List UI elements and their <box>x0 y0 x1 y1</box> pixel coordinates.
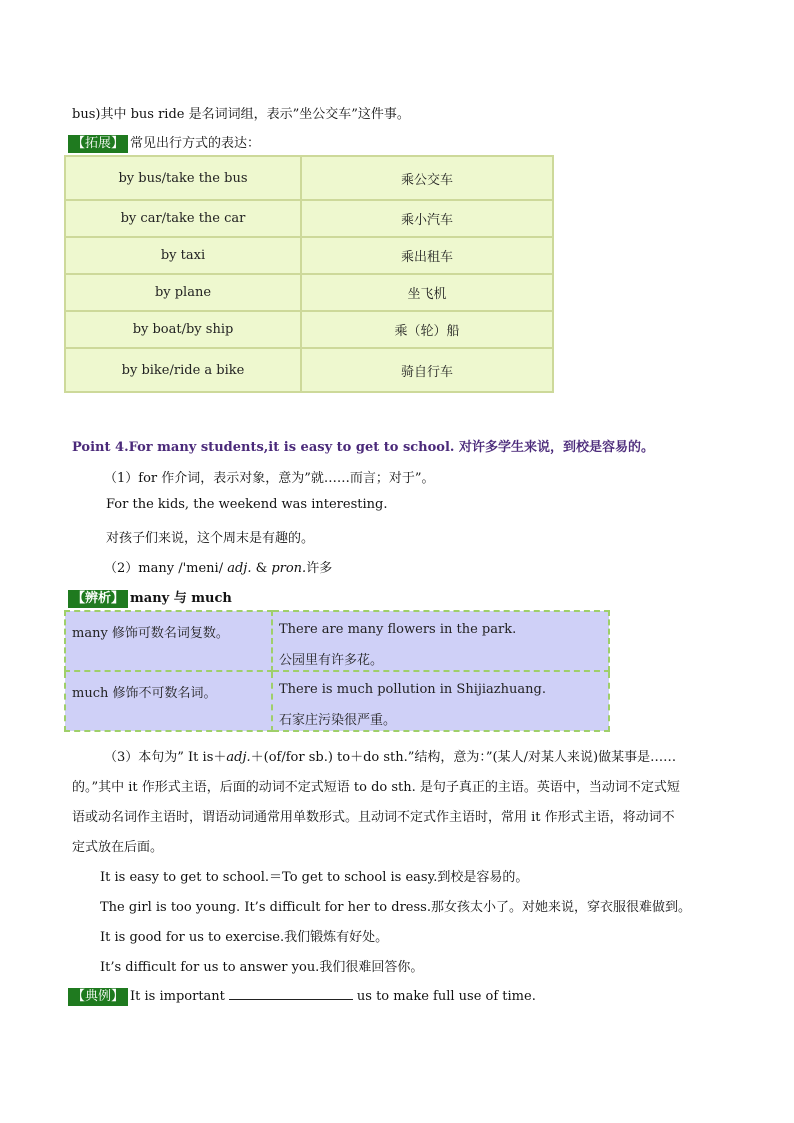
table-row <box>65 611 609 671</box>
compare-example-zh: 石家庄污染很严重。 <box>279 713 397 728</box>
extension-heading <box>68 132 260 153</box>
analysis-title: many 与 much <box>130 591 232 606</box>
table-row <box>65 274 553 311</box>
transport-en-cell: by bike/ride a bike <box>65 348 301 392</box>
p3-line1b: ＋(of/for sb.) to＋do sth.”结构，意为：”(某人/对某人来说)做某事是…… <box>250 750 677 765</box>
p3-line1 <box>104 746 676 765</box>
intro-line: bus)其中 bus ride 是名词词组，表示”坐公交车”这件事。 <box>72 107 410 122</box>
p2-line <box>104 557 332 576</box>
extension-tag: 【拓展】 <box>68 135 128 153</box>
p1-example-en: For the kids, the weekend was interesting. <box>106 497 388 512</box>
table-row <box>65 200 553 237</box>
compare-rule-cell: much 修饰不可数名词。 <box>65 671 272 731</box>
p2-amp: & <box>251 561 272 576</box>
table-row <box>65 311 553 348</box>
p3-line4: 定式放在后面。 <box>72 840 164 855</box>
transport-zh-cell: 乘小汽车 <box>301 200 553 237</box>
compare-example-cell <box>272 611 609 671</box>
p3-adj: adj. <box>226 750 251 765</box>
p3-line2: 的。”其中 it 作形式主语，后面的动词不定式短语 to do sth. 是句子真正的主语。英语中，当动词不定式短 <box>72 780 680 795</box>
example-4: It’s difficult for us to answer you.我们很难回答你。 <box>100 960 424 975</box>
typical-after: us to make full use of time. <box>356 989 536 1004</box>
transport-zh-cell: 乘公交车 <box>301 156 553 200</box>
transport-en-cell: by plane <box>65 274 301 311</box>
transport-zh-cell: 乘出租车 <box>301 237 553 274</box>
analysis-heading <box>68 587 232 608</box>
compare-example-en: There is much pollution in Shijiazhuang. <box>279 682 546 697</box>
compare-table <box>64 610 610 732</box>
transport-en-cell: by taxi <box>65 237 301 274</box>
transport-zh-cell: 坐飞机 <box>301 274 553 311</box>
compare-example-en: There are many flowers in the park. <box>279 622 517 637</box>
p1-example-zh: 对孩子们来说，这个周末是有趣的。 <box>106 531 315 546</box>
p2-pos-adj: adj. <box>227 561 252 576</box>
typical-before: It is important <box>130 989 225 1004</box>
compare-rule-cell: many 修饰可数名词复数。 <box>65 611 272 671</box>
point4-title: Point 4.For many students,it is easy to get to school. 对许多学生来说，到校是容易的。 <box>72 440 654 455</box>
analysis-tag: 【辨析】 <box>68 590 128 608</box>
p2-pos-pron: pron. <box>271 561 307 576</box>
p3-line1a: （3）本句为” It is＋ <box>104 750 227 765</box>
example-2: The girl is too young. It’s difficult for her to dress.那女孩太小了。对她来说，穿衣服很难做到。 <box>100 900 691 915</box>
table-row <box>65 348 553 392</box>
table-row <box>65 237 553 274</box>
example-1: It is easy to get to school.＝To get to school is easy.到校是容易的。 <box>100 870 529 885</box>
compare-example-zh: 公园里有许多花。 <box>279 653 384 668</box>
extension-text: 常见出行方式的表达： <box>130 136 261 151</box>
p2-suffix: 许多 <box>306 561 333 576</box>
compare-example-cell <box>272 671 609 731</box>
transport-en-cell: by boat/by ship <box>65 311 301 348</box>
transport-en-cell: by car/take the car <box>65 200 301 237</box>
table-row <box>65 156 553 200</box>
answer-blank[interactable] <box>229 987 353 1000</box>
example-3: It is good for us to exercise.我们锻炼有好处。 <box>100 930 389 945</box>
p3-line3: 语或动名词作主语时，谓语动词通常用单数形式。且动词不定式作主语时，常用 it 作形式主语，将动词不 <box>72 810 675 825</box>
transport-table <box>64 155 554 393</box>
transport-zh-cell: 乘（轮）船 <box>301 311 553 348</box>
transport-zh-cell: 骑自行车 <box>301 348 553 392</box>
p2-prefix: （2）many /'meni/ <box>104 561 228 576</box>
typical-tag: 【典例】 <box>68 988 128 1006</box>
p1-head: （1）for 作介词，表示对象，意为”就……而言；对于”。 <box>104 471 435 486</box>
typical-example <box>68 987 536 1006</box>
table-row <box>65 671 609 731</box>
transport-en-cell: by bus/take the bus <box>65 156 301 200</box>
